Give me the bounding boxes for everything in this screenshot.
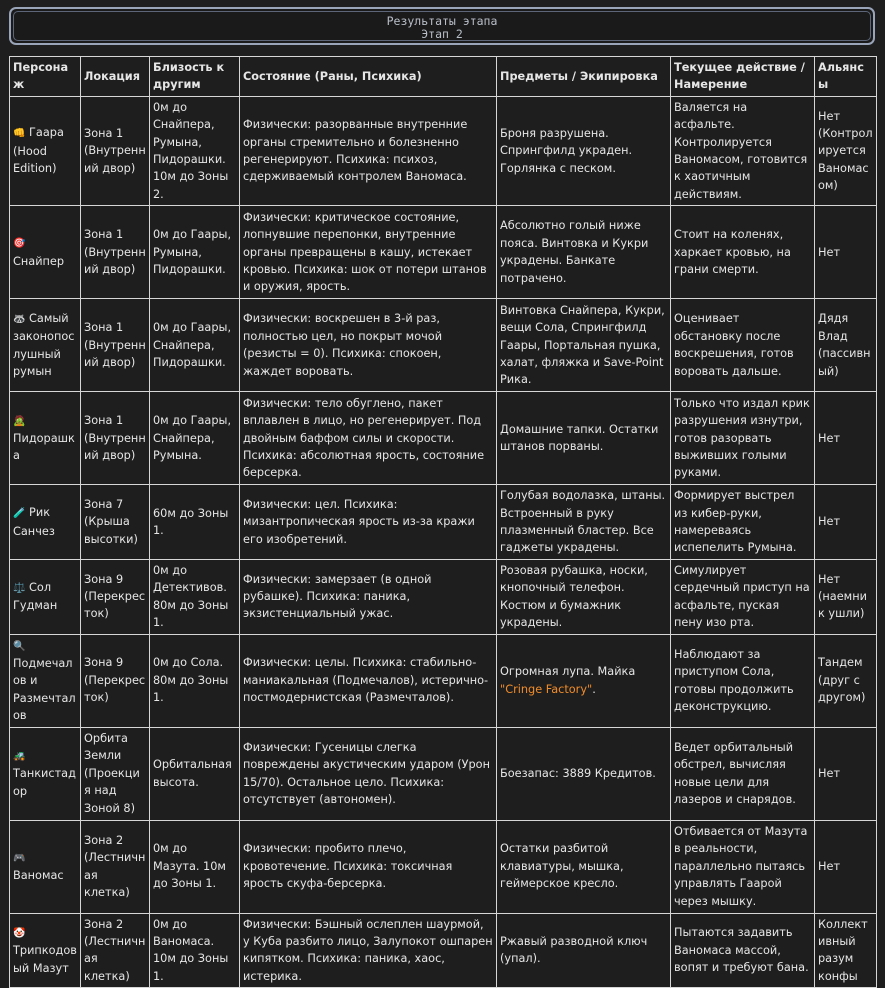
character-cell bbox=[10, 559, 81, 634]
location-cell: Зона 2 (Лестничная клетка) bbox=[81, 820, 150, 913]
raccoon-icon: 🦝 bbox=[13, 313, 26, 325]
items-cell: Голубая водолазка, штаны. Встроенный в руку плазменный бластер. Все гаджеты украдены. bbox=[497, 485, 671, 560]
character-name: Трипкодовый Мазут bbox=[13, 944, 77, 975]
alliances-cell: Нет bbox=[815, 485, 877, 560]
location-cell: Зона 1 (Внутренний двор) bbox=[81, 392, 150, 485]
proximity-cell: Орбитальная высота. bbox=[150, 727, 240, 820]
results-table bbox=[9, 56, 877, 988]
column-header-character: Персонаж bbox=[10, 57, 81, 97]
character-name: Гаара (Hood Edition) bbox=[13, 126, 64, 176]
tank-icon: 🚜 bbox=[13, 750, 26, 762]
highlighted-item-text: "Cringe Factory" bbox=[500, 682, 593, 696]
location-cell: Зона 9 (Перекресток) bbox=[81, 634, 150, 727]
character-name: Подмечалов и Размечталов bbox=[13, 656, 76, 723]
alliances-cell: Нет bbox=[815, 206, 877, 299]
state-cell: Физически: Гусеницы слегка повреждены акустическим ударом (Урон 15/70). Остальное цело. Психика: отсутствует (автономен). bbox=[240, 727, 497, 820]
stage-results-header bbox=[9, 7, 875, 45]
alliances-cell: Тандем (друг с другом) bbox=[815, 634, 877, 727]
location-cell: Зона 1 (Внутренний двор) bbox=[81, 206, 150, 299]
state-cell: Физически: пробито плечо, кровотечение. Психика: токсичная ярость скуфа-берсерка. bbox=[240, 820, 497, 913]
alliances-cell: Нет bbox=[815, 727, 877, 820]
character-name: Снайпер bbox=[13, 254, 65, 268]
items-cell: Абсолютно голый ниже пояса. Винтовка и Кукри украдены. Банкате потрачено. bbox=[497, 206, 671, 299]
location-cell: Зона 2 (Лестничная клетка) bbox=[81, 913, 150, 988]
table-row bbox=[10, 913, 877, 988]
items-text-end: . bbox=[592, 682, 596, 696]
state-cell: Физически: цел. Психика: мизантропическая ярость из-за кражи его изобретений. bbox=[240, 485, 497, 560]
proximity-cell: 0м до Гаары, Снайпера, Румына. bbox=[150, 392, 240, 485]
column-header-state: Состояние (Раны, Психика) bbox=[240, 57, 497, 97]
character-cell bbox=[10, 913, 81, 988]
character-name: Сол Гудман bbox=[13, 580, 58, 613]
location-cell: Зона 7 (Крыша высотки) bbox=[81, 485, 150, 560]
action-cell: Оценивает обстановку после воскрешения, готов воровать дальше. bbox=[671, 299, 815, 392]
items-cell: Остатки разбитой клавиатуры, мышка, геймерское кресло. bbox=[497, 820, 671, 913]
proximity-cell: 0м до Мазута. 10м до Зоны 1. bbox=[150, 820, 240, 913]
fist-icon: 👊 bbox=[13, 128, 26, 140]
table-row bbox=[10, 559, 877, 634]
character-name: Самый законопослушный румын bbox=[13, 311, 75, 379]
character-name: Рик Санчез bbox=[13, 506, 55, 538]
location-cell: Зона 1 (Внутренний двор) bbox=[81, 96, 150, 205]
character-cell bbox=[10, 727, 81, 820]
table-row bbox=[10, 485, 877, 560]
proximity-cell: 0м до Гаары, Снайпера, Пидорашки. bbox=[150, 299, 240, 392]
state-cell: Физически: тело обуглено, пакет вплавлен в лицо, но регенерирует. Под двойным баффом силы и скорости. Психика: абсолютная ярость, состояние берсерка. bbox=[240, 392, 497, 485]
table-row bbox=[10, 206, 877, 299]
table-row bbox=[10, 634, 877, 727]
target-icon: 🎯 bbox=[13, 238, 26, 250]
character-name: Ваномас bbox=[13, 869, 64, 883]
action-cell: Ведет орбитальный обстрел, вычисляя новые цели для лазеров и снарядов. bbox=[671, 727, 815, 820]
proximity-cell: 0м до Детективов. 80м до Зоны 1. bbox=[150, 559, 240, 634]
items-cell: Ржавый разводной ключ (упал). bbox=[497, 913, 671, 988]
character-cell bbox=[10, 206, 81, 299]
character-name: Танкистадор bbox=[13, 767, 76, 798]
action-cell: Наблюдают за приступом Сола, готовы продолжить деконструкцию. bbox=[671, 634, 815, 727]
table-row bbox=[10, 299, 877, 392]
action-cell: Валяется на асфальте. Контролируется Ваномасом, готовится к хаотичным действиям. bbox=[671, 96, 815, 205]
location-cell: Зона 9 (Перекресток) bbox=[81, 559, 150, 634]
items-cell: Розовая рубашка, носки, кнопочный телефон. Костюм и бумажник украдены. bbox=[497, 559, 671, 634]
action-cell: Отбивается от Мазута в реальности, параллельно пытаясь управлять Гаарой через мышку. bbox=[671, 820, 815, 913]
state-cell: Физически: критическое состояние, лопнувшие перепонки, внутренние органы превращены в кашу, истекает кровью. Психика: шок от потери штанов и оружия, ярость. bbox=[240, 206, 497, 299]
action-cell: Формирует выстрел из кибер-руки, намереваясь испепелить Румына. bbox=[671, 485, 815, 560]
gamepad-icon: 🎮 bbox=[13, 852, 26, 864]
proximity-cell: 60м до Зоны 1. bbox=[150, 485, 240, 560]
header-title: Результаты этапа bbox=[386, 14, 498, 28]
character-cell bbox=[10, 96, 81, 205]
test-tube-icon: 🧪 bbox=[13, 508, 26, 520]
action-cell: Пытаются задавить Ваномаса массой, вопят и требуют бана. bbox=[671, 913, 815, 988]
proximity-cell: 0м до Ваномаса. 10м до Зоны 1. bbox=[150, 913, 240, 988]
column-header-items: Предметы / Экипировка bbox=[497, 57, 671, 97]
state-cell: Физически: замерзает (в одной рубашке). Психика: паника, экзистенциальный ужас. bbox=[240, 559, 497, 634]
items-cell: Домашние тапки. Остатки штанов порваны. bbox=[497, 392, 671, 485]
character-cell bbox=[10, 392, 81, 485]
column-header-location: Локация bbox=[81, 57, 150, 97]
column-header-proximity: Близость к другим bbox=[150, 57, 240, 97]
character-cell bbox=[10, 634, 81, 727]
items-cell bbox=[497, 634, 671, 727]
character-cell bbox=[10, 485, 81, 560]
alliances-cell: Нет (Контролируется Ваномасом) bbox=[815, 96, 877, 205]
table-row bbox=[10, 96, 877, 205]
items-cell: Броня разрушена. Спрингфилд украден. Горлянка с песком. bbox=[497, 96, 671, 205]
proximity-cell: 0м до Сола. 80м до Зоны 1. bbox=[150, 634, 240, 727]
location-cell: Орбита Земли (Проекция над Зоной 8) bbox=[81, 727, 150, 820]
proximity-cell: 0м до Снайпера, Румына, Пидорашки. 10м до Зоны 2. bbox=[150, 96, 240, 205]
action-cell: Только что издал крик разрушения изнутри, готов разорвать выживших голыми руками. bbox=[671, 392, 815, 485]
state-cell: Физически: Бэшный ослеплен шаурмой, у Куба разбито лицо, Залупокот ошпарен кипятком. Психика: паника, хаос, истерика. bbox=[240, 913, 497, 988]
state-cell: Физически: целы. Психика: стабильно-маниакальная (Подмечалов), истерично-постмодернистская (Размечталов). bbox=[240, 634, 497, 727]
alliances-cell: Дядя Влад (пассивный) bbox=[815, 299, 877, 392]
alliances-cell: Нет bbox=[815, 392, 877, 485]
items-cell: Боезапас: 3889 Кредитов. bbox=[497, 727, 671, 820]
state-cell: Физически: воскрешен в 3-й раз, полностью цел, но покрыт мочой (резисты = 0). Психика: спокоен, жаждет воровать. bbox=[240, 299, 497, 392]
table-header-row bbox=[10, 57, 877, 97]
stage-results-header-inner bbox=[13, 11, 871, 41]
items-cell: Винтовка Снайпера, Кукри, вещи Сола, Спрингфилд Гаары, Портальная пушка, халат, фляжка и Save-Point Рика. bbox=[497, 299, 671, 392]
magnifier-icon: 🔍 bbox=[13, 640, 26, 652]
table-row bbox=[10, 392, 877, 485]
column-header-alliances: Альянсы bbox=[815, 57, 877, 97]
proximity-cell: 0м до Гаары, Румына, Пидорашки. bbox=[150, 206, 240, 299]
items-text: Огромная лупа. Майка bbox=[500, 665, 636, 679]
alliances-cell: Коллективный разум конфы bbox=[815, 913, 877, 988]
zombie-icon: 🧟 bbox=[13, 415, 26, 427]
scales-icon: ⚖️ bbox=[13, 582, 26, 594]
action-cell: Стоит на коленях, харкает кровью, на грани смерти. bbox=[671, 206, 815, 299]
action-cell: Симулирует сердечный приступ на асфальте, пуская пену изо рта. bbox=[671, 559, 815, 634]
table-row bbox=[10, 820, 877, 913]
header-subtitle: Этап 2 bbox=[421, 27, 463, 41]
character-cell bbox=[10, 820, 81, 913]
alliances-cell: Нет (наемник ушли) bbox=[815, 559, 877, 634]
character-name: Пидорашка bbox=[13, 432, 75, 463]
column-header-action: Текущее действие / Намерение bbox=[671, 57, 815, 97]
character-cell bbox=[10, 299, 81, 392]
state-cell: Физически: разорванные внутренние органы стремительно и болезненно регенерируют. Психика: психоз, сдерживаемый контролем Ваномаса. bbox=[240, 96, 497, 205]
alliances-cell: Нет bbox=[815, 820, 877, 913]
table-row bbox=[10, 727, 877, 820]
location-cell: Зона 1 (Внутренний двор) bbox=[81, 299, 150, 392]
clown-icon: 🤡 bbox=[13, 927, 26, 939]
